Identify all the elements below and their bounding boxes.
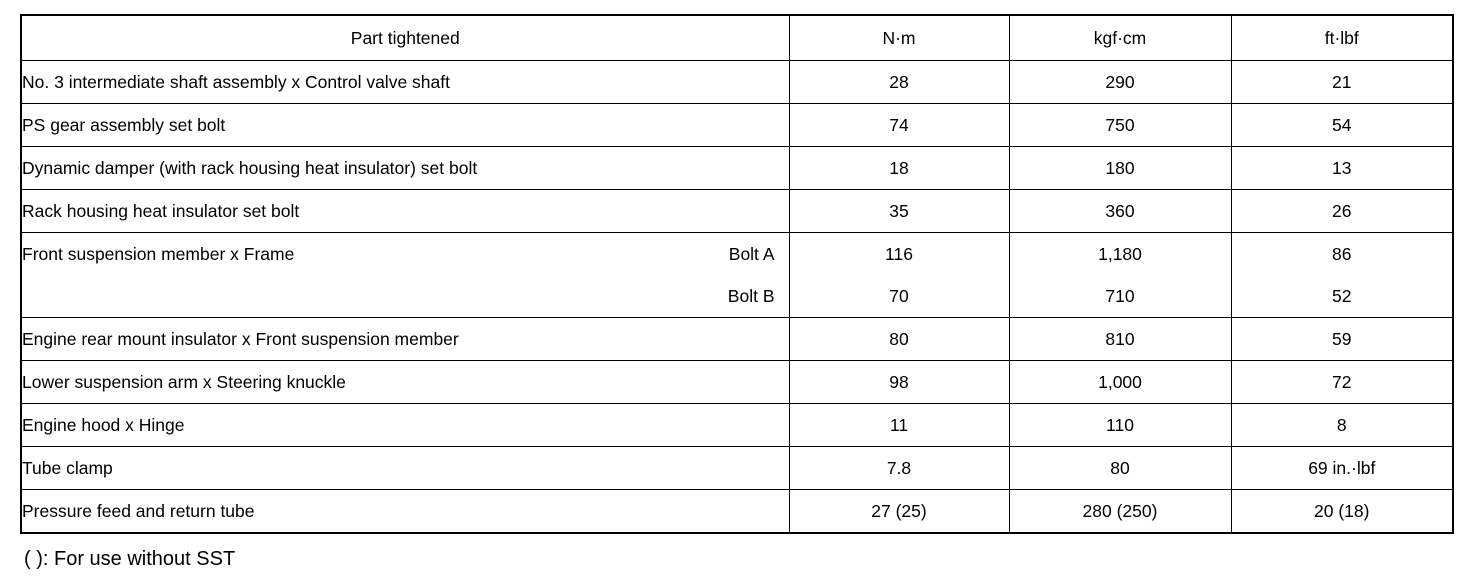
part-name: Rack housing heat insulator set bolt (21, 190, 789, 233)
table-row (21, 104, 1453, 147)
part-name: Tube clamp (21, 447, 789, 490)
column-header-newton-meter: N·m (789, 15, 1009, 61)
value-nm: 27 (25) (789, 490, 1009, 534)
value-ftlbf: 72 (1231, 361, 1453, 404)
table-row (21, 490, 1453, 534)
value-nm: 98 (789, 361, 1009, 404)
value-kgfcm: 80 (1009, 447, 1231, 490)
part-name: Engine rear mount insulator x Front suspension member (21, 318, 789, 361)
value-kgfcm: 180 (1009, 147, 1231, 190)
column-header-part-tightened: Part tightened (21, 15, 789, 61)
bolt-a-label: Bolt A (728, 243, 775, 264)
value-ftlbf-bolt-b: 52 (1332, 286, 1352, 306)
table-row-multi (21, 233, 1453, 318)
value-nm: 35 (789, 190, 1009, 233)
value-ftlbf: 8 (1231, 404, 1453, 447)
table-row (21, 147, 1453, 190)
value-kgfcm: 1,000 (1009, 361, 1231, 404)
value-kgfcm: 360 (1009, 190, 1231, 233)
table-row (21, 318, 1453, 361)
part-name: PS gear assembly set bolt (21, 104, 789, 147)
part-name: Lower suspension arm x Steering knuckle (21, 361, 789, 404)
column-header-ft-lbf: ft·lbf (1231, 15, 1453, 61)
table-footnote: ( ): For use without SST (24, 548, 236, 570)
value-kgfcm-bolt-a: 1,180 (1098, 244, 1142, 264)
value-nm-bolt-a: 116 (885, 244, 913, 264)
value-kgfcm-bolt-b: 710 (1105, 286, 1135, 306)
table-row (21, 361, 1453, 404)
column-header-kgf-cm: kgf·cm (1009, 15, 1231, 61)
table-row (21, 190, 1453, 233)
value-kgfcm: 810 (1009, 318, 1231, 361)
part-name: Engine hood x Hinge (21, 404, 789, 447)
value-kgfcm: 290 (1009, 61, 1231, 104)
table-row (21, 447, 1453, 490)
value-ftlbf: 20 (18) (1231, 490, 1453, 534)
value-kgfcm: 110 (1009, 404, 1231, 447)
value-nm: 7.8 (789, 447, 1009, 490)
value-nm: 18 (789, 147, 1009, 190)
bolt-b-label: Bolt B (727, 285, 775, 306)
value-ftlbf: 26 (1231, 190, 1453, 233)
value-ftlbf: 69 in.·lbf (1231, 447, 1453, 490)
value-kgfcm: 750 (1009, 104, 1231, 147)
value-ftlbf: 59 (1231, 318, 1453, 361)
part-name: Dynamic damper (with rack housing heat insulator) set bolt (21, 147, 789, 190)
part-name: No. 3 intermediate shaft assembly x Control valve shaft (21, 61, 789, 104)
value-ftlbf: 54 (1231, 104, 1453, 147)
value-kgfcm-group (1009, 233, 1231, 318)
value-kgfcm: 280 (250) (1009, 490, 1231, 534)
value-ftlbf: 21 (1231, 61, 1453, 104)
value-ftlbf-group (1231, 233, 1453, 318)
value-nm-group (789, 233, 1009, 318)
table-row (21, 404, 1453, 447)
value-ftlbf: 13 (1231, 147, 1453, 190)
table-row (21, 61, 1453, 104)
value-ftlbf-bolt-a: 86 (1332, 244, 1352, 264)
value-nm: 74 (789, 104, 1009, 147)
value-nm: 11 (789, 404, 1009, 447)
torque-specification-table (20, 14, 1454, 534)
value-nm: 80 (789, 318, 1009, 361)
value-nm: 28 (789, 61, 1009, 104)
part-name: Pressure feed and return tube (21, 490, 789, 534)
part-name: Front suspension member x Frame (22, 243, 295, 264)
part-name-with-bolt-variants (21, 233, 789, 318)
value-nm-bolt-b: 70 (889, 286, 909, 306)
table-header-row (21, 15, 1453, 61)
